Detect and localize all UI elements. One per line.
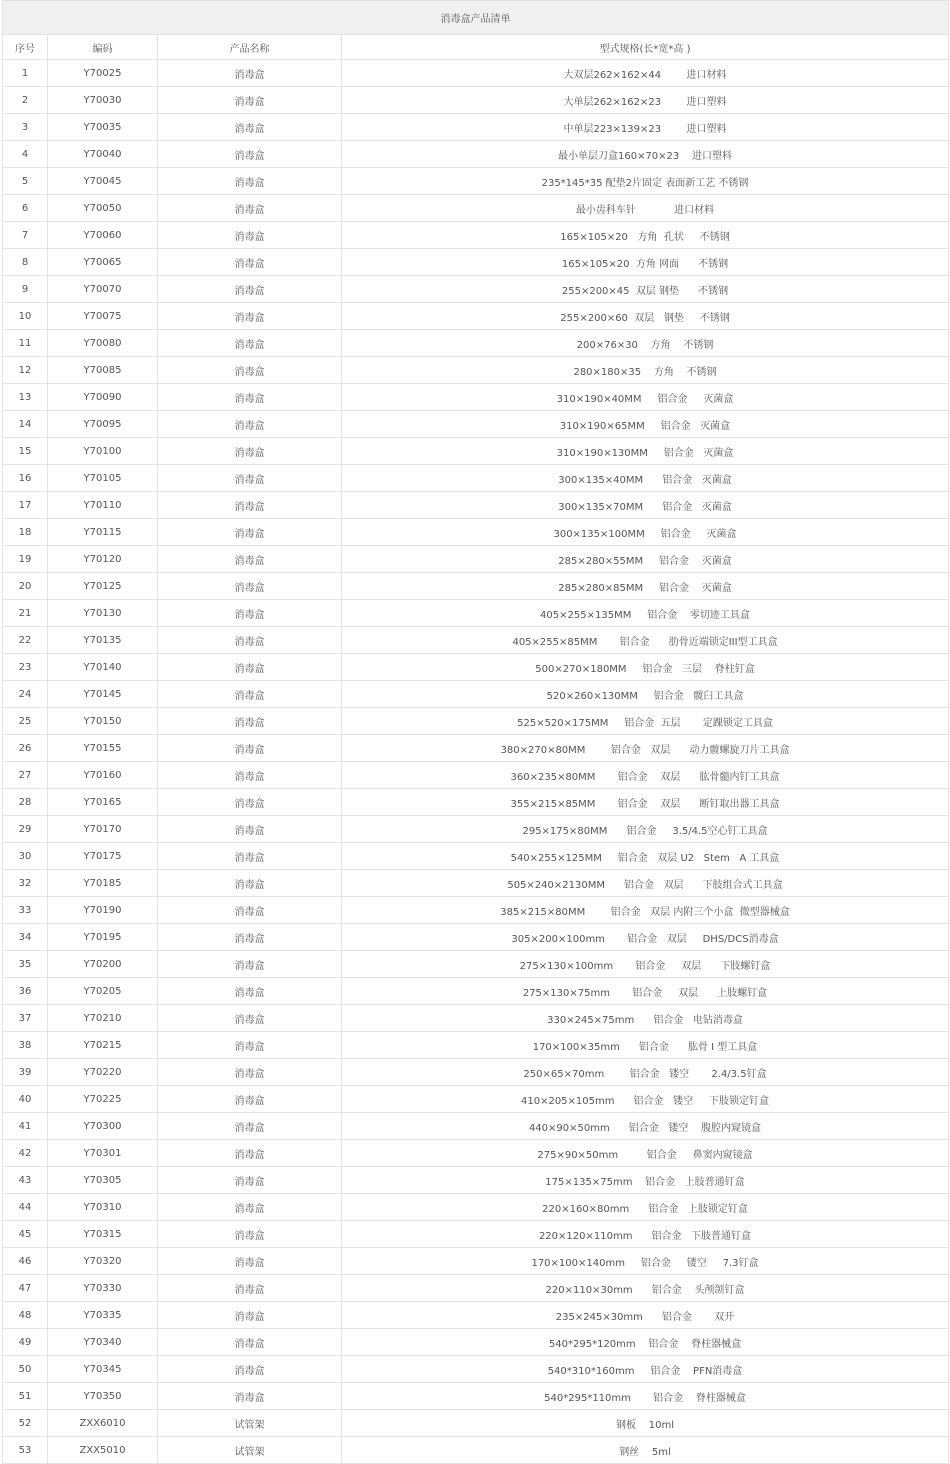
row-product-name: 消毒盒	[158, 1221, 342, 1248]
row-product-name: 消毒盒	[158, 951, 342, 978]
row-spec: 355×215×85MM 铝合金 双层 断钉取出器工具盒	[342, 789, 949, 816]
row-index: 37	[3, 1005, 48, 1032]
row-index: 28	[3, 789, 48, 816]
row-index: 50	[3, 1356, 48, 1383]
row-index: 24	[3, 681, 48, 708]
row-code: Y70045	[48, 168, 158, 195]
row-spec: 525×520×175MM 铝合金 五层 定踝锁定工具盒	[342, 708, 949, 735]
table-row	[3, 519, 949, 546]
row-code: Y70030	[48, 87, 158, 114]
table-row	[3, 1113, 949, 1140]
row-index: 13	[3, 384, 48, 411]
header-product-name: 产品名称	[158, 35, 342, 60]
row-code: Y70310	[48, 1194, 158, 1221]
row-index: 15	[3, 438, 48, 465]
row-index: 18	[3, 519, 48, 546]
row-product-name: 消毒盒	[158, 762, 342, 789]
row-spec: 220×110×30mm 铝合金 头颅颌钉盒	[342, 1275, 949, 1302]
row-index: 5	[3, 168, 48, 195]
row-spec: 最小单层刀盒160×70×23 进口塑料	[342, 141, 949, 168]
row-code: Y70130	[48, 600, 158, 627]
table-row	[3, 168, 949, 195]
table-row	[3, 1140, 949, 1167]
table-row	[3, 870, 949, 897]
table-title-row	[3, 1, 949, 35]
table-row	[3, 924, 949, 951]
row-spec: 310×190×130MM 铝合金 灭菌盒	[342, 438, 949, 465]
row-product-name: 消毒盒	[158, 411, 342, 438]
row-code: Y70185	[48, 870, 158, 897]
row-index: 14	[3, 411, 48, 438]
table-row	[3, 1275, 949, 1302]
row-product-name: 消毒盒	[158, 1032, 342, 1059]
row-product-name: 消毒盒	[158, 1302, 342, 1329]
row-spec: 275×130×100mm 铝合金 双层 下肢螺钉盒	[342, 951, 949, 978]
row-index: 19	[3, 546, 48, 573]
row-code: Y70160	[48, 762, 158, 789]
row-index: 46	[3, 1248, 48, 1275]
table-row	[3, 546, 949, 573]
table-row	[3, 1059, 949, 1086]
row-product-name: 消毒盒	[158, 141, 342, 168]
row-index: 44	[3, 1194, 48, 1221]
row-product-name: 消毒盒	[158, 1275, 342, 1302]
row-code: Y70210	[48, 1005, 158, 1032]
row-product-name: 消毒盒	[158, 546, 342, 573]
row-code: Y70060	[48, 222, 158, 249]
row-index: 3	[3, 114, 48, 141]
table-row	[3, 60, 949, 87]
row-product-name: 消毒盒	[158, 303, 342, 330]
row-spec: 255×200×60 双层 钢垫 不锈钢	[342, 303, 949, 330]
row-code: Y70040	[48, 141, 158, 168]
row-product-name: 消毒盒	[158, 1086, 342, 1113]
row-code: Y70350	[48, 1383, 158, 1410]
row-code: Y70205	[48, 978, 158, 1005]
row-code: Y70195	[48, 924, 158, 951]
row-product-name: 消毒盒	[158, 330, 342, 357]
table-row	[3, 438, 949, 465]
table-row	[3, 1194, 949, 1221]
row-product-name: 消毒盒	[158, 276, 342, 303]
row-product-name: 消毒盒	[158, 600, 342, 627]
row-spec: 540*295*120mm 铝合金 脊柱器械盒	[342, 1329, 949, 1356]
row-spec: 大双层262×162×44 进口材料	[342, 60, 949, 87]
row-index: 52	[3, 1410, 48, 1437]
row-product-name: 消毒盒	[158, 843, 342, 870]
row-product-name: 消毒盒	[158, 1383, 342, 1410]
row-product-name: 消毒盒	[158, 870, 342, 897]
row-index: 38	[3, 1032, 48, 1059]
row-index: 7	[3, 222, 48, 249]
row-code: Y70150	[48, 708, 158, 735]
row-code: Y70075	[48, 303, 158, 330]
product-table	[2, 0, 949, 1464]
table-row	[3, 1248, 949, 1275]
row-index: 26	[3, 735, 48, 762]
row-product-name: 消毒盒	[158, 1329, 342, 1356]
table-row	[3, 1167, 949, 1194]
row-index: 49	[3, 1329, 48, 1356]
table-row	[3, 627, 949, 654]
table-row	[3, 978, 949, 1005]
row-product-name: 消毒盒	[158, 789, 342, 816]
row-product-name: 消毒盒	[158, 1005, 342, 1032]
row-index: 39	[3, 1059, 48, 1086]
table-row	[3, 330, 949, 357]
row-product-name: 消毒盒	[158, 357, 342, 384]
row-spec: 405×255×85MM 铝合金 肋骨近端锁定III型工具盒	[342, 627, 949, 654]
row-code: Y70095	[48, 411, 158, 438]
row-product-name: 消毒盒	[158, 438, 342, 465]
table-row	[3, 1356, 949, 1383]
row-index: 36	[3, 978, 48, 1005]
table-row	[3, 1329, 949, 1356]
row-product-name: 消毒盒	[158, 492, 342, 519]
table-row	[3, 1410, 949, 1437]
row-code: ZXX5010	[48, 1437, 158, 1464]
row-spec: 505×240×2130MM 铝合金 双层 下肢组合式工具盒	[342, 870, 949, 897]
row-code: Y70345	[48, 1356, 158, 1383]
row-spec: 520×260×130MM 铝合金 髋臼工具盒	[342, 681, 949, 708]
row-code: Y70050	[48, 195, 158, 222]
row-code: Y70225	[48, 1086, 158, 1113]
table-row	[3, 1302, 949, 1329]
row-index: 45	[3, 1221, 48, 1248]
table-row	[3, 843, 949, 870]
row-product-name: 消毒盒	[158, 897, 342, 924]
row-spec: 380×270×80MM 铝合金 双层 动力髋螺旋刀片工具盒	[342, 735, 949, 762]
table-row	[3, 789, 949, 816]
row-spec: 大单层262×162×23 进口塑料	[342, 87, 949, 114]
row-product-name: 消毒盒	[158, 519, 342, 546]
row-product-name: 消毒盒	[158, 384, 342, 411]
row-product-name: 消毒盒	[158, 1248, 342, 1275]
row-product-name: 消毒盒	[158, 816, 342, 843]
row-index: 6	[3, 195, 48, 222]
table-row	[3, 411, 949, 438]
product-list-document	[2, 0, 949, 1464]
table-row	[3, 87, 949, 114]
row-spec: 300×135×100MM 铝合金 灭菌盒	[342, 519, 949, 546]
row-spec: 310×190×65MM 铝合金 灭菌盒	[342, 411, 949, 438]
row-index: 21	[3, 600, 48, 627]
row-product-name: 消毒盒	[158, 573, 342, 600]
row-spec: 540*295*110mm 铝合金 脊柱器械盒	[342, 1383, 949, 1410]
row-spec: 255×200×45 双层 钢垫 不锈钢	[342, 276, 949, 303]
row-index: 16	[3, 465, 48, 492]
header-code: 编码	[48, 35, 158, 60]
row-index: 30	[3, 843, 48, 870]
row-code: Y70070	[48, 276, 158, 303]
row-spec: 440×90×50mm 铝合金 镂空 腹腔内窥镜盒	[342, 1113, 949, 1140]
row-index: 17	[3, 492, 48, 519]
row-spec: 165×105×20 方角 网面 不锈钢	[342, 249, 949, 276]
table-body	[3, 60, 949, 1464]
row-spec: 385×215×80MM 铝合金 双层 内附三个小盒 微型器械盒	[342, 897, 949, 924]
row-spec: 175×135×75mm 铝合金 上肢普通钉盒	[342, 1167, 949, 1194]
row-code: Y70170	[48, 816, 158, 843]
row-index: 9	[3, 276, 48, 303]
row-code: Y70065	[48, 249, 158, 276]
row-code: Y70320	[48, 1248, 158, 1275]
row-code: Y70025	[48, 60, 158, 87]
row-code: Y70315	[48, 1221, 158, 1248]
row-index: 25	[3, 708, 48, 735]
row-index: 34	[3, 924, 48, 951]
table-row	[3, 816, 949, 843]
row-index: 12	[3, 357, 48, 384]
row-product-name: 消毒盒	[158, 708, 342, 735]
table-row	[3, 114, 949, 141]
row-index: 42	[3, 1140, 48, 1167]
row-product-name: 消毒盒	[158, 222, 342, 249]
row-index: 40	[3, 1086, 48, 1113]
row-spec: 305×200×100mm 铝合金 双层 DHS/DCS消毒盒	[342, 924, 949, 951]
row-index: 22	[3, 627, 48, 654]
table-row	[3, 708, 949, 735]
row-code: Y70175	[48, 843, 158, 870]
table-row	[3, 762, 949, 789]
row-product-name: 消毒盒	[158, 1356, 342, 1383]
row-spec: 钢丝 5ml	[342, 1437, 949, 1464]
row-code: Y70301	[48, 1140, 158, 1167]
row-code: Y70165	[48, 789, 158, 816]
row-index: 48	[3, 1302, 48, 1329]
row-index: 20	[3, 573, 48, 600]
row-product-name: 消毒盒	[158, 60, 342, 87]
row-product-name: 消毒盒	[158, 627, 342, 654]
row-code: Y70155	[48, 735, 158, 762]
row-code: Y70215	[48, 1032, 158, 1059]
row-spec: 275×90×50mm 铝合金 鼻窦内窥镜盒	[342, 1140, 949, 1167]
row-spec: 410×205×105mm 铝合金 镂空 下肢锁定钉盒	[342, 1086, 949, 1113]
header-spec: 型式规格(长*宽*高 )	[342, 35, 949, 60]
table-row	[3, 195, 949, 222]
row-index: 43	[3, 1167, 48, 1194]
row-product-name: 消毒盒	[158, 114, 342, 141]
row-product-name: 试管架	[158, 1437, 342, 1464]
row-product-name: 消毒盒	[158, 681, 342, 708]
row-code: Y70335	[48, 1302, 158, 1329]
row-product-name: 试管架	[158, 1410, 342, 1437]
row-index: 35	[3, 951, 48, 978]
table-row	[3, 1221, 949, 1248]
row-index: 27	[3, 762, 48, 789]
table-row	[3, 249, 949, 276]
row-code: Y70100	[48, 438, 158, 465]
row-product-name: 消毒盒	[158, 1167, 342, 1194]
row-code: Y70340	[48, 1329, 158, 1356]
row-code: Y70300	[48, 1113, 158, 1140]
row-index: 53	[3, 1437, 48, 1464]
row-product-name: 消毒盒	[158, 195, 342, 222]
row-spec: 295×175×80MM 铝合金 3.5/4.5空心钉工具盒	[342, 816, 949, 843]
row-code: Y70330	[48, 1275, 158, 1302]
row-spec: 275×130×75mm 铝合金 双层 上肢螺钉盒	[342, 978, 949, 1005]
table-row	[3, 1383, 949, 1410]
row-spec: 220×120×110mm 铝合金 下肢普通钉盒	[342, 1221, 949, 1248]
row-code: Y70305	[48, 1167, 158, 1194]
row-code: Y70080	[48, 330, 158, 357]
table-row	[3, 681, 949, 708]
row-spec: 200×76×30 方角 不锈钢	[342, 330, 949, 357]
row-index: 47	[3, 1275, 48, 1302]
row-code: Y70115	[48, 519, 158, 546]
row-code: Y70120	[48, 546, 158, 573]
row-index: 29	[3, 816, 48, 843]
row-index: 41	[3, 1113, 48, 1140]
row-index: 10	[3, 303, 48, 330]
row-spec: 360×235×80MM 铝合金 双层 肱骨髓内钉工具盒	[342, 762, 949, 789]
table-row	[3, 492, 949, 519]
row-spec: 280×180×35 方角 不锈钢	[342, 357, 949, 384]
table-row	[3, 303, 949, 330]
row-index: 33	[3, 897, 48, 924]
table-row	[3, 897, 949, 924]
row-code: Y70140	[48, 654, 158, 681]
row-code: Y70200	[48, 951, 158, 978]
row-index: 1	[3, 60, 48, 87]
table-row	[3, 465, 949, 492]
row-product-name: 消毒盒	[158, 168, 342, 195]
row-spec: 285×280×85MM 铝合金 灭菌盒	[342, 573, 949, 600]
table-header-row	[3, 35, 949, 60]
row-code: Y70035	[48, 114, 158, 141]
row-spec: 405×255×135MM 铝合金 零切迹工具盒	[342, 600, 949, 627]
row-index: 51	[3, 1383, 48, 1410]
row-product-name: 消毒盒	[158, 924, 342, 951]
row-spec: 330×245×75mm 铝合金 电钻消毒盒	[342, 1005, 949, 1032]
table-row	[3, 1032, 949, 1059]
row-spec: 235*145*35 配垫2片固定 表面新工艺 不锈钢	[342, 168, 949, 195]
row-spec: 中单层223×139×23 进口塑料	[342, 114, 949, 141]
row-code: ZXX6010	[48, 1410, 158, 1437]
row-product-name: 消毒盒	[158, 735, 342, 762]
row-spec: 250×65×70mm 铝合金 镂空 2.4/3.5钉盒	[342, 1059, 949, 1086]
table-row	[3, 735, 949, 762]
row-code: Y70090	[48, 384, 158, 411]
row-spec: 165×105×20 方角 孔状 不锈钢	[342, 222, 949, 249]
row-spec: 310×190×40MM 铝合金 灭菌盒	[342, 384, 949, 411]
table-title: 消毒盒产品清单	[3, 1, 949, 35]
table-row	[3, 654, 949, 681]
header-index: 序号	[3, 35, 48, 60]
row-spec: 170×100×35mm 铝合金 肱骨 I 型工具盒	[342, 1032, 949, 1059]
row-spec: 500×270×180MM 铝合金 三层 脊柱钉盒	[342, 654, 949, 681]
row-spec: 285×280×55MM 铝合金 灭菌盒	[342, 546, 949, 573]
row-product-name: 消毒盒	[158, 87, 342, 114]
row-code: Y70085	[48, 357, 158, 384]
row-spec: 300×135×70MM 铝合金 灭菌盒	[342, 492, 949, 519]
table-row	[3, 1005, 949, 1032]
table-row	[3, 357, 949, 384]
row-index: 8	[3, 249, 48, 276]
table-row	[3, 141, 949, 168]
row-index: 11	[3, 330, 48, 357]
row-code: Y70105	[48, 465, 158, 492]
row-spec: 540*310*160mm 铝合金 PFN消毒盒	[342, 1356, 949, 1383]
row-product-name: 消毒盒	[158, 1194, 342, 1221]
row-code: Y70135	[48, 627, 158, 654]
row-product-name: 消毒盒	[158, 1113, 342, 1140]
row-spec: 540×255×125MM 铝合金 双层 U2 Stem A 工具盒	[342, 843, 949, 870]
row-spec: 最小齿科车针 进口材料	[342, 195, 949, 222]
row-product-name: 消毒盒	[158, 465, 342, 492]
row-product-name: 消毒盒	[158, 978, 342, 1005]
row-code: Y70110	[48, 492, 158, 519]
row-product-name: 消毒盒	[158, 1059, 342, 1086]
table-row	[3, 222, 949, 249]
table-row	[3, 573, 949, 600]
row-spec: 钢板 10ml	[342, 1410, 949, 1437]
row-spec: 300×135×40MM 铝合金 灭菌盒	[342, 465, 949, 492]
row-code: Y70145	[48, 681, 158, 708]
table-row	[3, 276, 949, 303]
row-spec: 220×160×80mm 铝合金 上肢锁定钉盒	[342, 1194, 949, 1221]
row-code: Y70220	[48, 1059, 158, 1086]
table-row	[3, 384, 949, 411]
row-index: 4	[3, 141, 48, 168]
row-index: 23	[3, 654, 48, 681]
row-code: Y70125	[48, 573, 158, 600]
row-index: 2	[3, 87, 48, 114]
table-row	[3, 1437, 949, 1464]
row-index: 32	[3, 870, 48, 897]
table-row	[3, 951, 949, 978]
table-row	[3, 600, 949, 627]
row-product-name: 消毒盒	[158, 1140, 342, 1167]
row-spec: 235×245×30mm 铝合金 双开	[342, 1302, 949, 1329]
row-spec: 170×100×140mm 铝合金 镂空 7.3钉盒	[342, 1248, 949, 1275]
row-code: Y70190	[48, 897, 158, 924]
table-row	[3, 1086, 949, 1113]
row-product-name: 消毒盒	[158, 249, 342, 276]
row-product-name: 消毒盒	[158, 654, 342, 681]
